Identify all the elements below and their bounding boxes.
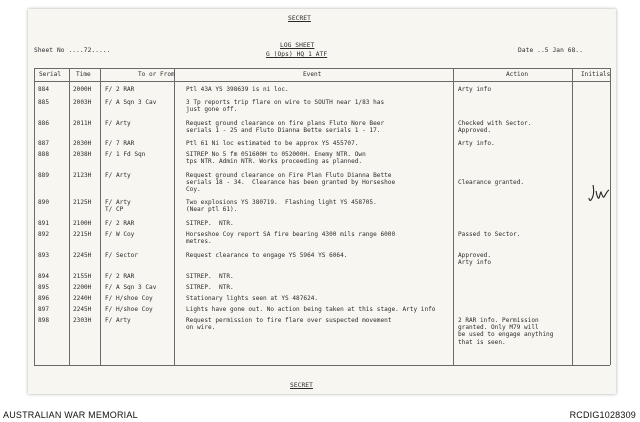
table-cell-event: Request ground clearance on fire plans Fluto Nore Beer serials 1 - 25 and Fluto Dianna Bette serials 1 - 17. <box>186 120 385 135</box>
table-cell-from: F/ 2 RAR <box>105 220 135 227</box>
date-label: Date <box>518 47 534 54</box>
column-divider <box>69 68 70 365</box>
log-sheet-title: LOG SHEET <box>280 42 315 49</box>
table-cell-event: Lights have gone out. No action being taken at this stage. Arty info <box>186 306 436 313</box>
table-cell-action: Approved. Arty info <box>458 252 492 267</box>
table-bottom-border <box>34 365 610 366</box>
table-cell-event: SITREP. NTR. <box>186 220 234 227</box>
table-cell-time: 2003H <box>73 99 92 106</box>
log-sheet-document <box>28 9 616 394</box>
column-divider <box>572 68 573 365</box>
table-cell-action: Arty info <box>458 86 492 93</box>
table-cell-from: F/ 1 Fd Sqn <box>105 151 146 158</box>
table-cell-event: Horseshoe Coy report SA fire bearing 4300 mils range 6000 metres. <box>186 231 396 246</box>
classification-top: SECRET <box>288 15 311 22</box>
table-cell-time: 2155H <box>73 273 92 280</box>
table-cell-event: Request permission to fire flare over suspected movement on wire. <box>186 317 392 332</box>
table-cell-event: Request ground clearance on Fire Plan Fluto Dianna Bette serials 18 - 34. Clearance has been granted by Horseshoe Coy. <box>186 172 396 194</box>
initials-signature <box>588 182 610 204</box>
table-cell-serial: 885 <box>38 99 50 106</box>
table-cell-from: F/ Arty <box>105 120 131 127</box>
date-field <box>518 47 583 54</box>
table-cell-serial: 887 <box>38 140 50 147</box>
column-header: Initials <box>581 71 611 78</box>
header-divider <box>34 81 610 82</box>
column-divider <box>174 68 175 365</box>
column-divider <box>100 68 101 365</box>
table-cell-time: 2123H <box>73 172 92 179</box>
table-cell-time: 2000H <box>73 86 92 93</box>
table-cell-serial: 897 <box>38 306 50 313</box>
table-cell-from: F/ 7 RAR <box>105 140 135 147</box>
table-cell-from: F/ A Sqn 3 Cav <box>105 99 157 106</box>
table-cell-serial: 893 <box>38 252 50 259</box>
table-cell-from: F/ Arty T/ CP <box>105 199 131 214</box>
table-cell-serial: 889 <box>38 172 50 179</box>
column-divider <box>34 68 35 365</box>
table-cell-action: Clearance granted. <box>458 179 525 187</box>
table-cell-event: Ptl 43A YS 398639 is ni loc. <box>186 86 289 93</box>
table-cell-from: F/ W Coy <box>105 231 135 238</box>
table-cell-event: Stationary lights seen at YS 487624. <box>186 295 319 302</box>
sheet-label: Sheet No <box>34 47 65 54</box>
table-cell-from: F/ Arty <box>105 317 131 324</box>
sheet-number-value: ....72..... <box>68 47 111 54</box>
column-header: Event <box>303 71 322 78</box>
table-cell-serial: 886 <box>38 120 50 127</box>
log-sheet-unit: G (Ops) HQ 1 ATF <box>266 51 328 58</box>
table-cell-serial: 894 <box>38 273 50 280</box>
table-cell-time: 2303H <box>73 317 92 324</box>
table-cell-from: F/ H/shoe Coy <box>105 306 153 313</box>
classification-bottom: SECRET <box>290 382 313 389</box>
column-header: Serial <box>39 71 62 78</box>
sheet-number <box>34 47 111 54</box>
table-cell-serial: 898 <box>38 317 50 324</box>
table-cell-time: 2011H <box>73 120 92 127</box>
footer-credit: AUSTRALIAN WAR MEMORIAL <box>3 410 138 420</box>
table-cell-serial: 891 <box>38 220 50 227</box>
table-cell-from: F/ Sector <box>105 252 139 259</box>
footer-id: RCDIG1028309 <box>569 410 636 420</box>
table-cell-serial: 892 <box>38 231 50 238</box>
table-top-border <box>34 68 610 69</box>
table-cell-time: 2245H <box>73 252 92 259</box>
table-cell-time: 2215H <box>73 231 92 238</box>
table-cell-serial: 884 <box>38 86 50 93</box>
table-cell-event: Request clearance to engage YS 5964 YS 6064. <box>186 252 348 259</box>
table-cell-time: 2240H <box>73 295 92 302</box>
table-cell-event: 3 Tp reports trip flare on wire to SOUTH near 1/83 has just gone off. <box>186 99 385 114</box>
table-cell-time: 2030H <box>73 140 92 147</box>
column-header: To or From <box>138 71 175 78</box>
table-cell-event: Two explosions YS 380719. Flashing light YS 458705. (Near ptl 61). <box>186 199 377 214</box>
table-cell-time: 2200H <box>73 284 92 291</box>
table-cell-serial: 895 <box>38 284 50 291</box>
table-cell-action: Passed to Sector. <box>458 231 521 238</box>
table-cell-action: Arty info. <box>458 140 495 147</box>
column-header: Action <box>506 71 529 78</box>
table-cell-time: 2245H <box>73 306 92 313</box>
column-divider <box>453 68 454 365</box>
table-cell-event: Ptl 61 Ni loc estimated to be approx YS 455707. <box>186 140 359 147</box>
table-cell-event: SITREP. NTR. <box>186 284 234 291</box>
table-cell-from: F/ 2 RAR <box>105 86 135 93</box>
table-cell-time: 2100H <box>73 220 92 227</box>
table-cell-time: 2038H <box>73 151 92 158</box>
date-value: ..5 Jan 68.. <box>537 47 584 54</box>
table-cell-event: SITREP No 5 fm 051600H to 052000H. Enemy NTR. Own tps NTR. Admin NTR. Works proceeding as planned. <box>186 151 366 166</box>
table-cell-from: F/ Arty <box>105 172 131 179</box>
column-divider <box>610 68 611 365</box>
table-cell-event: SITREP. NTR. <box>186 273 234 280</box>
table-cell-serial: 888 <box>38 151 50 158</box>
table-cell-time: 2125H <box>73 199 92 206</box>
table-cell-serial: 890 <box>38 199 50 206</box>
table-cell-from: F/ H/shoe Coy <box>105 295 153 302</box>
table-cell-action: 2 RAR info. Permission granted. Only M79 will be used to engage anything that is seen. <box>458 317 554 346</box>
table-cell-from: F/ 2 RAR <box>105 273 135 280</box>
table-cell-serial: 896 <box>38 295 50 302</box>
table-cell-from: F/ A Sqn 3 Cav <box>105 284 157 291</box>
column-header: Time <box>76 71 91 78</box>
table-cell-action: Checked with Sector. Approved. <box>458 120 532 135</box>
